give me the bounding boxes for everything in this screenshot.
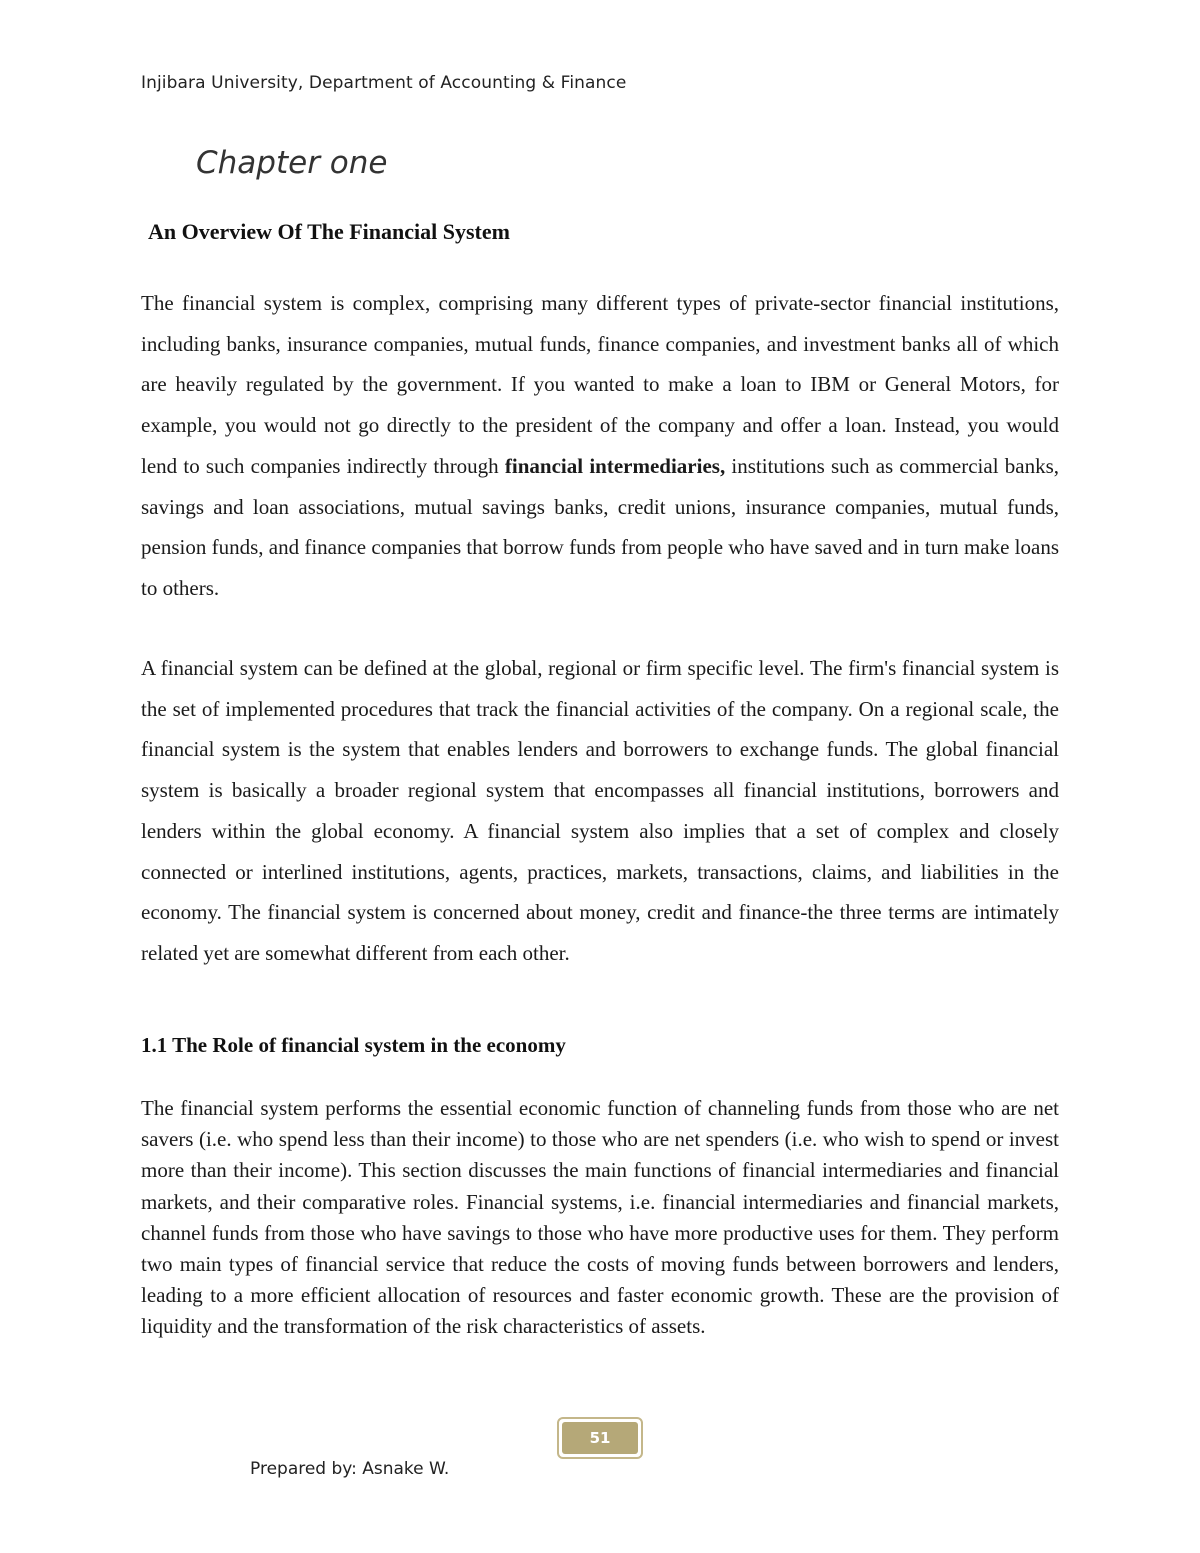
paragraph-intro-text-start: The financial system is complex, comprising many different types of private-sector financial institutions, including banks, insurance companies, mutual funds, finance companies, and investment banks all of which are heavily regulated by the government. If you wanted to make a loan to IBM or General Motors, for example, you would not go directly to the president of the company and offer a loan. Instead, you would lend to such companies indirectly through [141, 291, 1059, 478]
prepared-by-footer: Prepared by: Asnake W. [250, 1459, 450, 1479]
chapter-label: Chapter one [196, 145, 388, 181]
paragraph-role: The financial system performs the essential economic function of channeling funds from those who are net savers (i.e. who spend less than their income) to those who are net spenders (i.e. who wish to spend or invest more than their income). This section discusses the main functions of financial intermediaries and financial markets, and their comparative roles. Financial systems, i.e. financial intermediaries and financial markets, channel funds from those who have savings to those who have more productive uses for them. They perform two main types of financial service that reduce the costs of moving funds between borrowers and lenders, leading to a more efficient allocation of resources and faster economic growth. These are the provision of liquidity and the transformation of the risk characteristics of assets. [141, 1096, 1059, 1339]
paragraph-intro-text-end: institutions such as commercial banks, savings and loan associations, mutual savings banks, credit unions, insurance companies, mutual funds, pension funds, and finance companies that borrow funds from people who have saved and in turn make loans to others. [141, 453, 1059, 600]
section-heading: 1.1 The Role of financial system in the economy [141, 1033, 566, 1057]
page-header: Injibara University, Department of Accounting & Finance [141, 73, 627, 93]
paragraph-intro [141, 283, 1059, 609]
term-financial-intermediaries: financial intermediaries, [504, 453, 726, 478]
chapter-title: An Overview Of The Financial System [148, 219, 510, 244]
paragraph-definition: A financial system can be defined at the global, regional or firm specific level. The firm's financial system is the set of implemented procedures that track the financial activities of the company. On a regional scale, the financial system is the system that enables lenders and borrowers to exchange funds. The global financial system is basically a broader regional system that encompasses all financial institutions, borrowers and lenders within the global economy. A financial system also implies that a set of complex and closely connected or interlined institutions, agents, practices, markets, transactions, claims, and liabilities in the economy. The financial system is concerned about money, credit and finance-the three terms are intimately related yet are somewhat different from each other. [141, 656, 1059, 965]
page-number: 51 [562, 1422, 638, 1454]
page-number-badge [557, 1417, 643, 1459]
